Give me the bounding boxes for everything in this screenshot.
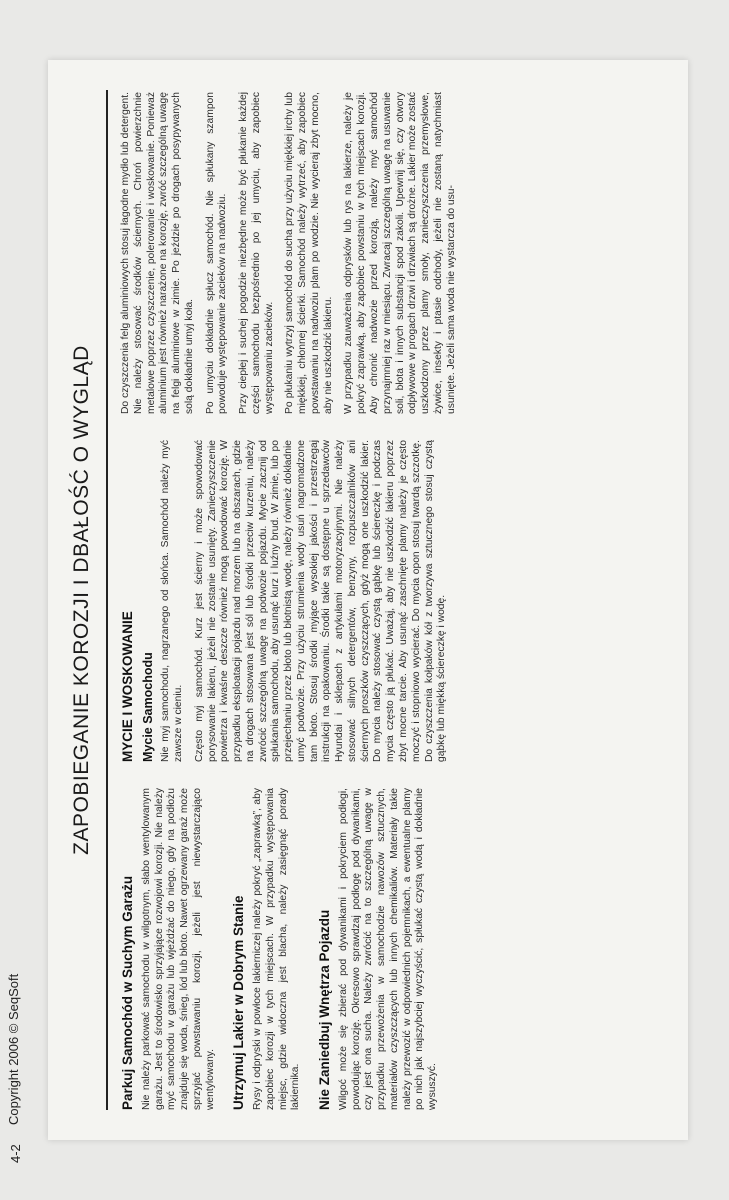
section-paint xyxy=(231,788,303,1110)
section-text-garage: Nie należy parkować samochodu w wilgotnym, słabo wentylowanym garażu. Jest to środowisko sprzyjające rozwojowi korozji. Nie należy myć samochodu w garażu lub wjeżdżać do niego, gdy na podłożu znajduje się woda, śnieg, lód lub błoto. Nawet ogrzewany garaż może sprzyjać powstawaniu korozji, jeżeli jest niewystarczająco wentylowany. xyxy=(140,788,216,1110)
section-heading-garage: Parkuj Samochód w Suchym Garażu xyxy=(120,875,135,1110)
subheading-car-washing: Mycie Samochodu xyxy=(140,652,155,762)
title-divider xyxy=(106,90,108,1110)
section-heading-washing: MYCIE I WOSKOWANIE xyxy=(120,611,135,762)
section-heading-paint: Utrzymuj Lakier w Dobrym Stanie xyxy=(231,895,247,1110)
section-text-interior: Wilgoć może się zbierać pod dywanikami i pokryciem podłogi, powodując korozję. Okresowo sprawdzaj podłogę pod dywanikami, czy jest ona sucha. Należy zwrócić na to szczególną uwagę w przypadku przewożenia w samochodzie nawozów sztucznych, materiałów czyszczących lub innych chemikaliów. Materiały takie należy przewozić w odpowiednich pojemnikach, a ewentualne plamy po nich jak najszybciej wyczyścić, spłukać czystą wodą i dokładnie wysuszyć. xyxy=(337,788,439,1110)
paragraph: Po umyciu dokładnie spłucz samochód. Nie spłukany szampon powoduje występowanie zacieków na nadwoziu. xyxy=(204,92,229,414)
section-interior xyxy=(317,788,440,1110)
section-heading-interior: Nie Zaniedbuj Wnętrza Pojazdu xyxy=(317,909,333,1110)
paragraph: Po płukaniu wytrzyj samochód do sucha przy użyciu miękkiej irchy lub miękkiej, chłonnej ścierki. Samochód należy wytrzeć, aby zapobiec powstawaniu na nadwoziu plam po wodzie. Nie wycieraj zbyt mocno, aby nie uszkodzić lakieru. xyxy=(284,92,334,414)
column-3 xyxy=(120,92,466,414)
paragraph: Przy ciepłej i suchej pogodzie niezbędne może być płukanie każdej części samochodu bezpośrednio po jej umyciu, aby zapobiec występowaniu zacieków. xyxy=(238,92,275,414)
column-1 xyxy=(120,788,454,1110)
paragraph: W przypadku zauważenia odprysków lub rys na lakierze, należy je pokryć zaprawką, aby zapobiec powstaniu w tych miejscach korozji. Aby chronić nadwozie przed korozją, należy myć samochód przynajmniej raz w miesiącu. Zwracaj szczególną uwagę na usuwanie soli, błota i innych substancji spod zakoli. Upewnij się, czy otwory odpływowe w progach drzwi i drzwiach są drożne. Lakier może zostać uszkodzony przez plamy smoły, zanieczyszczenia przemysłowe, żywice, insekty i ptasie odchody, jeżeli nie zostaną natychmiast usunięte. Jeżeli sama woda nie wystarcza do usu- xyxy=(343,92,457,414)
paragraph: Często myj samochód. Kurz jest ścierny i może spowodować porysowanie lakieru, jeżeli nie zostanie usunięty. Zanieczyszczenie powietrza i kwaśne deszcze również mogą powodować korozję. W przypadku eksploatacji pojazdu nad morzem lub na obszarach, gdzie na drogach stosowana jest sól lub środki przeciw kurzeniu, należy zwrócić szczególną uwagę na podwozie pojazdu. Mycie zacznij od spłukania samochodu, aby usunąć kurz i luźny brud. W zimie, lub po przejechaniu przez błoto lub błotnistą wodę, należy również dokładnie umyć podwozie. Przy użyciu strumienia wody usuń nagromadzone tam błoto. Stosuj środki myjące wysokiej jakości i przestrzegaj instrukcji na opakowaniu. Środki takie są dostępne u sprzedawców Hyundai i sklepach z artykułami motoryzacyjnymi. Nie należy stosować silnych detergentów, benzyny, rozpuszczalników ani ściernych proszków czyszczących, gdyż mogą one uszkodzić lakier. Do mycia należy stosować czystą gąbkę lub ściereczkę i podczas mycia często ją płukać. Uważaj, aby nie uszkodzić lakieru poprzez zbyt mocne tarcie. Aby usunąć zaschnięte plamy należy je często moczyć i stopniowo wycierać. Do mycia opon stosuj twardą szczotkę. Do czyszczenia kołpaków kół z tworzywa sztucznego stosuj czystą gąbkę lub miękką ściereczkę i wodę. xyxy=(193,440,448,762)
section-garage xyxy=(120,788,217,1110)
column-2 xyxy=(120,440,457,762)
copyright-notice: Copyright 2006 © SeqSoft xyxy=(6,973,21,1125)
section-text-paint: Rysy i odpryski w powłoce lakierniczej należy pokryć „zaprawką”, aby zapobiec korozji w tych miejscach. W przypadku występowania miejsc, gdzie widoczna jest blacha, należy zasięgnąć porady lakiernika. xyxy=(252,788,302,1110)
page-title: ZAPOBIEGANIE KOROZJI I DBAŁOŚĆ O WYGLĄD xyxy=(70,345,93,855)
paragraph: Do czyszczenia felg aluminiowych stosuj łagodne mydło lub detergent. Nie należy stosować środków ściernych. Chroń powierzchnie metalowe poprzez czyszczenie, polerowanie i woskowanie. Ponieważ aluminium jest również narażone na korozję, zwróć szczególną uwagę na felgi aluminiowe w zimie. Po jeździe po drogach posypywanych solą dokładnie umyj koła. xyxy=(120,92,195,414)
page-number: 4-2 xyxy=(8,1144,23,1163)
document-page xyxy=(48,60,688,1140)
paragraph: Nie myj samochodu, nagrzanego od słońca. Samochód należy myć zawsze w cieniu. xyxy=(160,440,184,762)
